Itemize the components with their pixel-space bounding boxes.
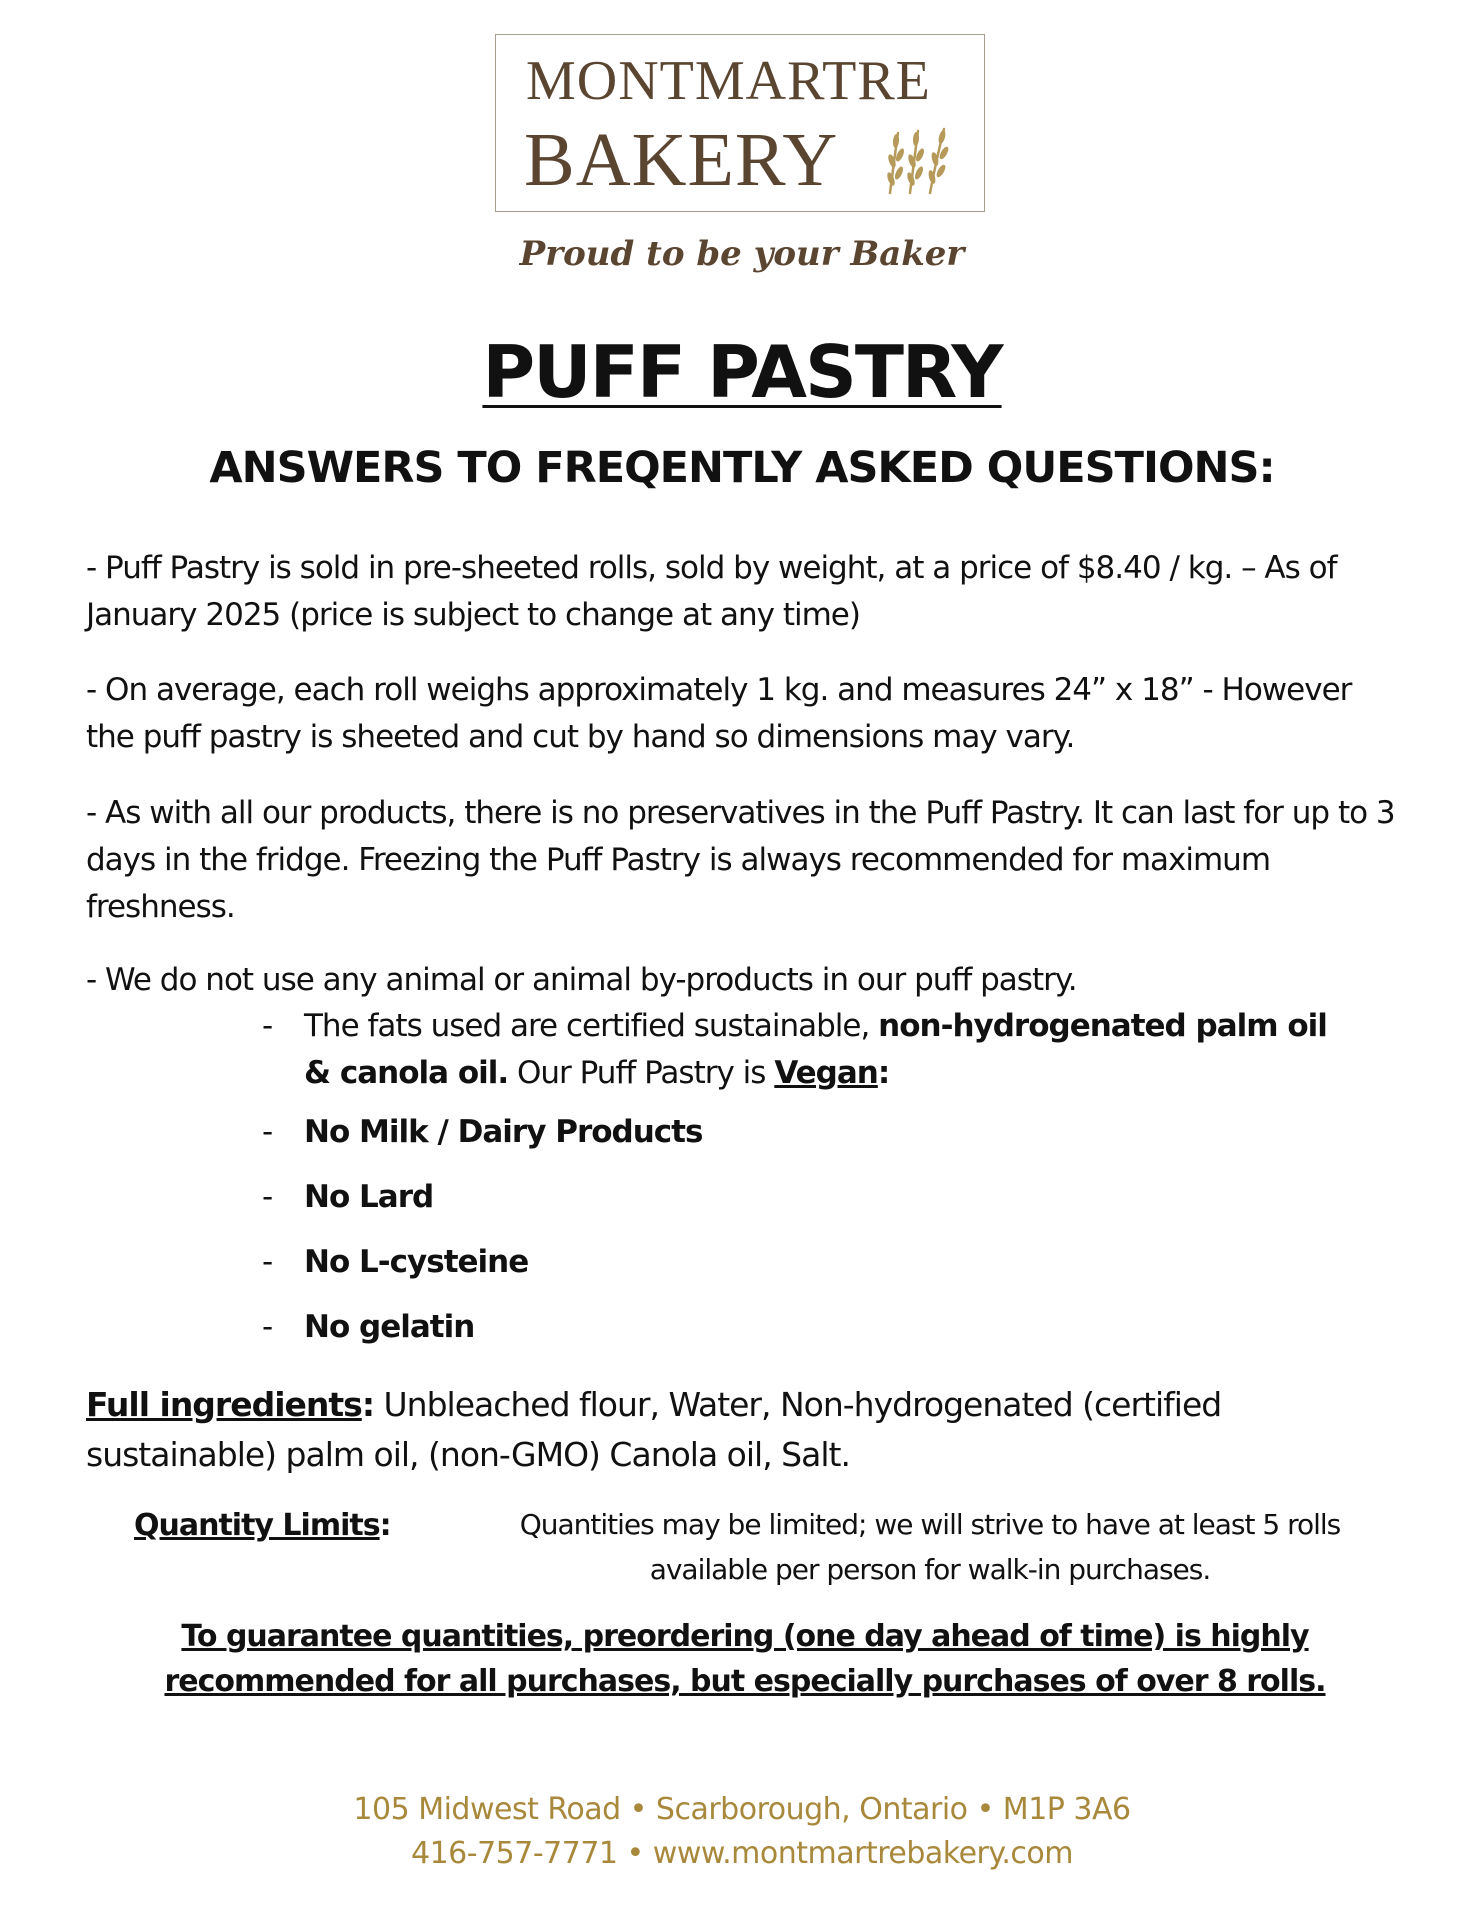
logo-line-montmartre: MONTMARTRE	[526, 50, 931, 112]
page-title	[0, 330, 1484, 414]
quantity-limits-text: Quantities may be limited; we will strive to have at least 5 rolls available per person for walk-in purchases.	[519, 1508, 1341, 1586]
bakery-logo	[495, 34, 985, 212]
quantity-limits-label-text: Quantity Limits	[134, 1508, 380, 1543]
list-item	[262, 1304, 1362, 1351]
vegan-colon: :	[877, 1055, 890, 1091]
list-item-fats	[262, 1003, 1362, 1097]
list-item-label: No gelatin	[304, 1309, 475, 1345]
list-item-label: No Milk / Dairy Products	[304, 1114, 703, 1150]
bullet-dash: -	[262, 1309, 273, 1345]
list-item	[262, 1109, 1362, 1156]
page-subtitle: ANSWERS TO FREQENTLY ASKED QUESTIONS:	[209, 443, 1275, 493]
tagline: Proud to be your Baker	[519, 234, 965, 274]
bullet-dash: -	[262, 1114, 273, 1150]
fats-text: The fats used are certified sustainable,	[304, 1008, 879, 1044]
faq-price: - Puff Pastry is sold in pre-sheeted rolls, sold by weight, at a price of $8.40 / kg. – As of January 2025 (price is subject to change at any time)	[86, 550, 1337, 633]
footer-contact: 416-757-7771 • www.montmartrebakery.com	[411, 1836, 1073, 1871]
fats-bold: non-hydrogenated palm oil & canola oil.	[304, 1008, 1327, 1091]
footer-address: 105 Midwest Road • Scarborough, Ontario • M1P 3A6	[353, 1792, 1131, 1827]
faq-preservatives: - As with all our products, there is no preservatives in the Puff Pastry. It can last for up to 3 days in the fridge. Freezing the Puff Pastry is always recommended for maximum freshness.	[86, 795, 1395, 925]
preorder-notice: To guarantee quantities, preordering (one day ahead of time) is highly recommended for all purchases, but especially purchases of over 8 rolls.	[164, 1619, 1326, 1699]
ingredients-text: Unbleached flour, Water, Non-hydrogenated (certified sustainable) palm oil, (non-GMO) Canola oil, Salt.	[86, 1385, 1222, 1474]
bullet-dash: -	[262, 1008, 273, 1044]
vegan-list	[262, 1003, 1362, 1364]
vegan-label: Vegan	[774, 1055, 878, 1091]
faq-dimensions: - On average, each roll weighs approximately 1 kg. and measures 24” x 18” - However the puff pastry is sheeted and cut by hand so dimensions may vary.	[86, 672, 1352, 755]
list-item	[262, 1239, 1362, 1286]
ingredients-section	[86, 1380, 1386, 1480]
list-item	[262, 1174, 1362, 1221]
list-item-label: No Lard	[304, 1179, 434, 1215]
fats-text-2: Our Puff Pastry is	[508, 1055, 775, 1091]
list-item-label: No L-cysteine	[304, 1244, 529, 1280]
ingredients-colon: :	[361, 1385, 375, 1424]
wheat-icon	[876, 121, 956, 201]
quantity-limits-label	[134, 1508, 391, 1543]
faq-animal-products: - We do not use any animal or animal by-products in our puff pastry.	[86, 962, 1077, 998]
page-title-text: PUFF PASTRY	[482, 330, 1002, 414]
bullet-dash: -	[262, 1179, 273, 1215]
quantity-limits-colon: :	[379, 1508, 391, 1543]
bullet-dash: -	[262, 1244, 273, 1280]
ingredients-label: Full ingredients	[86, 1385, 362, 1424]
logo-line-bakery: BAKERY	[524, 118, 839, 202]
